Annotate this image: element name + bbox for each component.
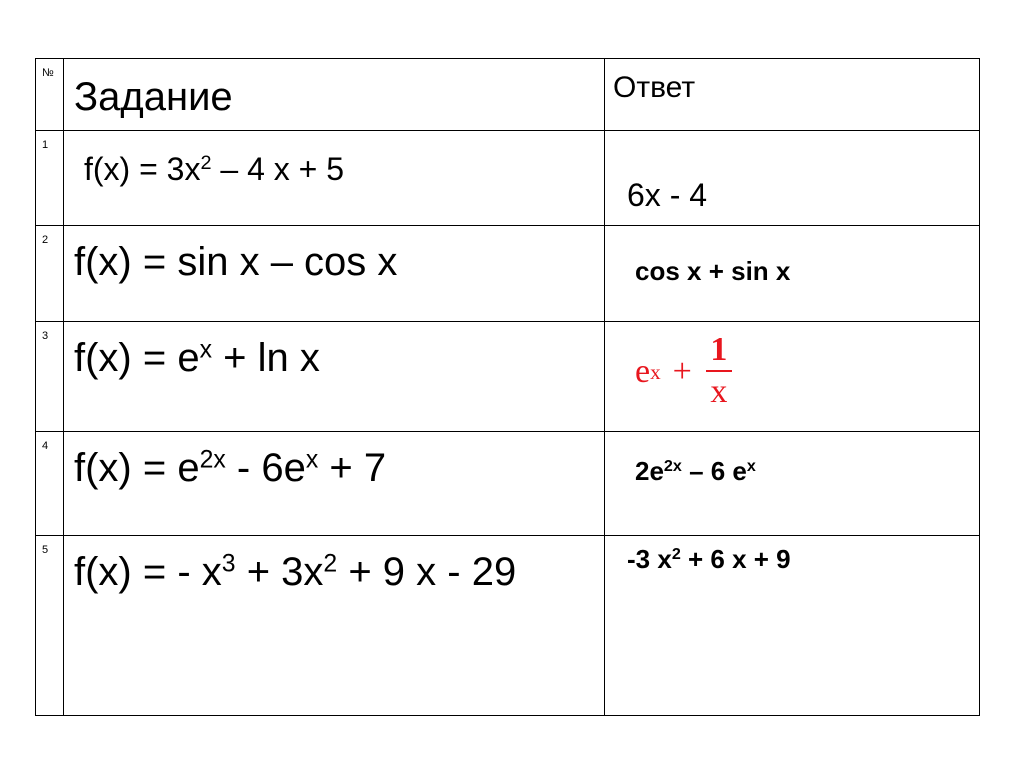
fraction-numerator: 1 [710,331,728,368]
answer-text: 2e [635,456,664,486]
table-header-row [36,59,980,131]
task-text: f(x) = - x [74,550,222,594]
task-text: f(x) = e [74,446,200,490]
answer-cell [605,322,980,432]
answer-text: cos x + sin x [635,256,791,286]
task-exponent: 2 [323,550,338,578]
header-answer: Ответ [605,59,980,131]
task-text: f(x) = e [74,336,200,380]
task-exponent: 2x [199,446,226,474]
answer-cell [605,432,980,536]
answer-cell [605,226,980,322]
tasks-table [35,58,980,716]
row-number: 2 [36,226,64,322]
answer-exponent: 2 [671,545,681,564]
fraction-denominator: x [710,373,728,410]
task-text: + ln x [212,336,320,380]
answer-formula: e x + $\frac{1}{x}$ [635,332,732,412]
row-number: 1 [36,131,64,226]
table-row [36,536,980,716]
answer-cell [605,536,980,716]
answer-exponent: 2x [663,457,682,476]
table-row [36,432,980,536]
task-exponent: x [199,336,212,364]
table-row [36,226,980,322]
task-cell [64,226,605,322]
table-row [36,131,980,226]
fraction [706,330,732,412]
answer-text: -3 x [627,544,672,574]
answer-text: + 6 x + 9 [680,544,791,574]
task-text: f(x) = 3x [84,151,201,187]
task-cell [64,432,605,536]
answer-base: e [635,353,651,390]
answer-text: – 6 e [681,456,747,486]
row-number: 5 [36,536,64,716]
plus-sign: + [672,353,692,390]
task-text: + 7 [318,446,387,490]
task-cell [64,536,605,716]
table-row [36,322,980,432]
task-exponent: 3 [221,550,236,578]
task-text: + 9 x - 29 [337,550,517,594]
header-num: № [36,59,64,131]
answer-text: 6x - 4 [627,177,708,213]
task-exponent: x [305,446,319,474]
task-text: + 3x [235,550,324,594]
header-task: Задание [64,59,605,131]
task-text: - 6e [225,446,306,490]
task-exponent: 2 [200,152,212,175]
row-number: 3 [36,322,64,432]
answer-cell [605,131,980,226]
task-text: f(x) = sin x – cos x [74,240,398,284]
task-cell [64,131,605,226]
task-cell [64,322,605,432]
answer-exponent: x [746,457,756,476]
row-number: 4 [36,432,64,536]
task-text: – 4 x + 5 [211,151,345,187]
